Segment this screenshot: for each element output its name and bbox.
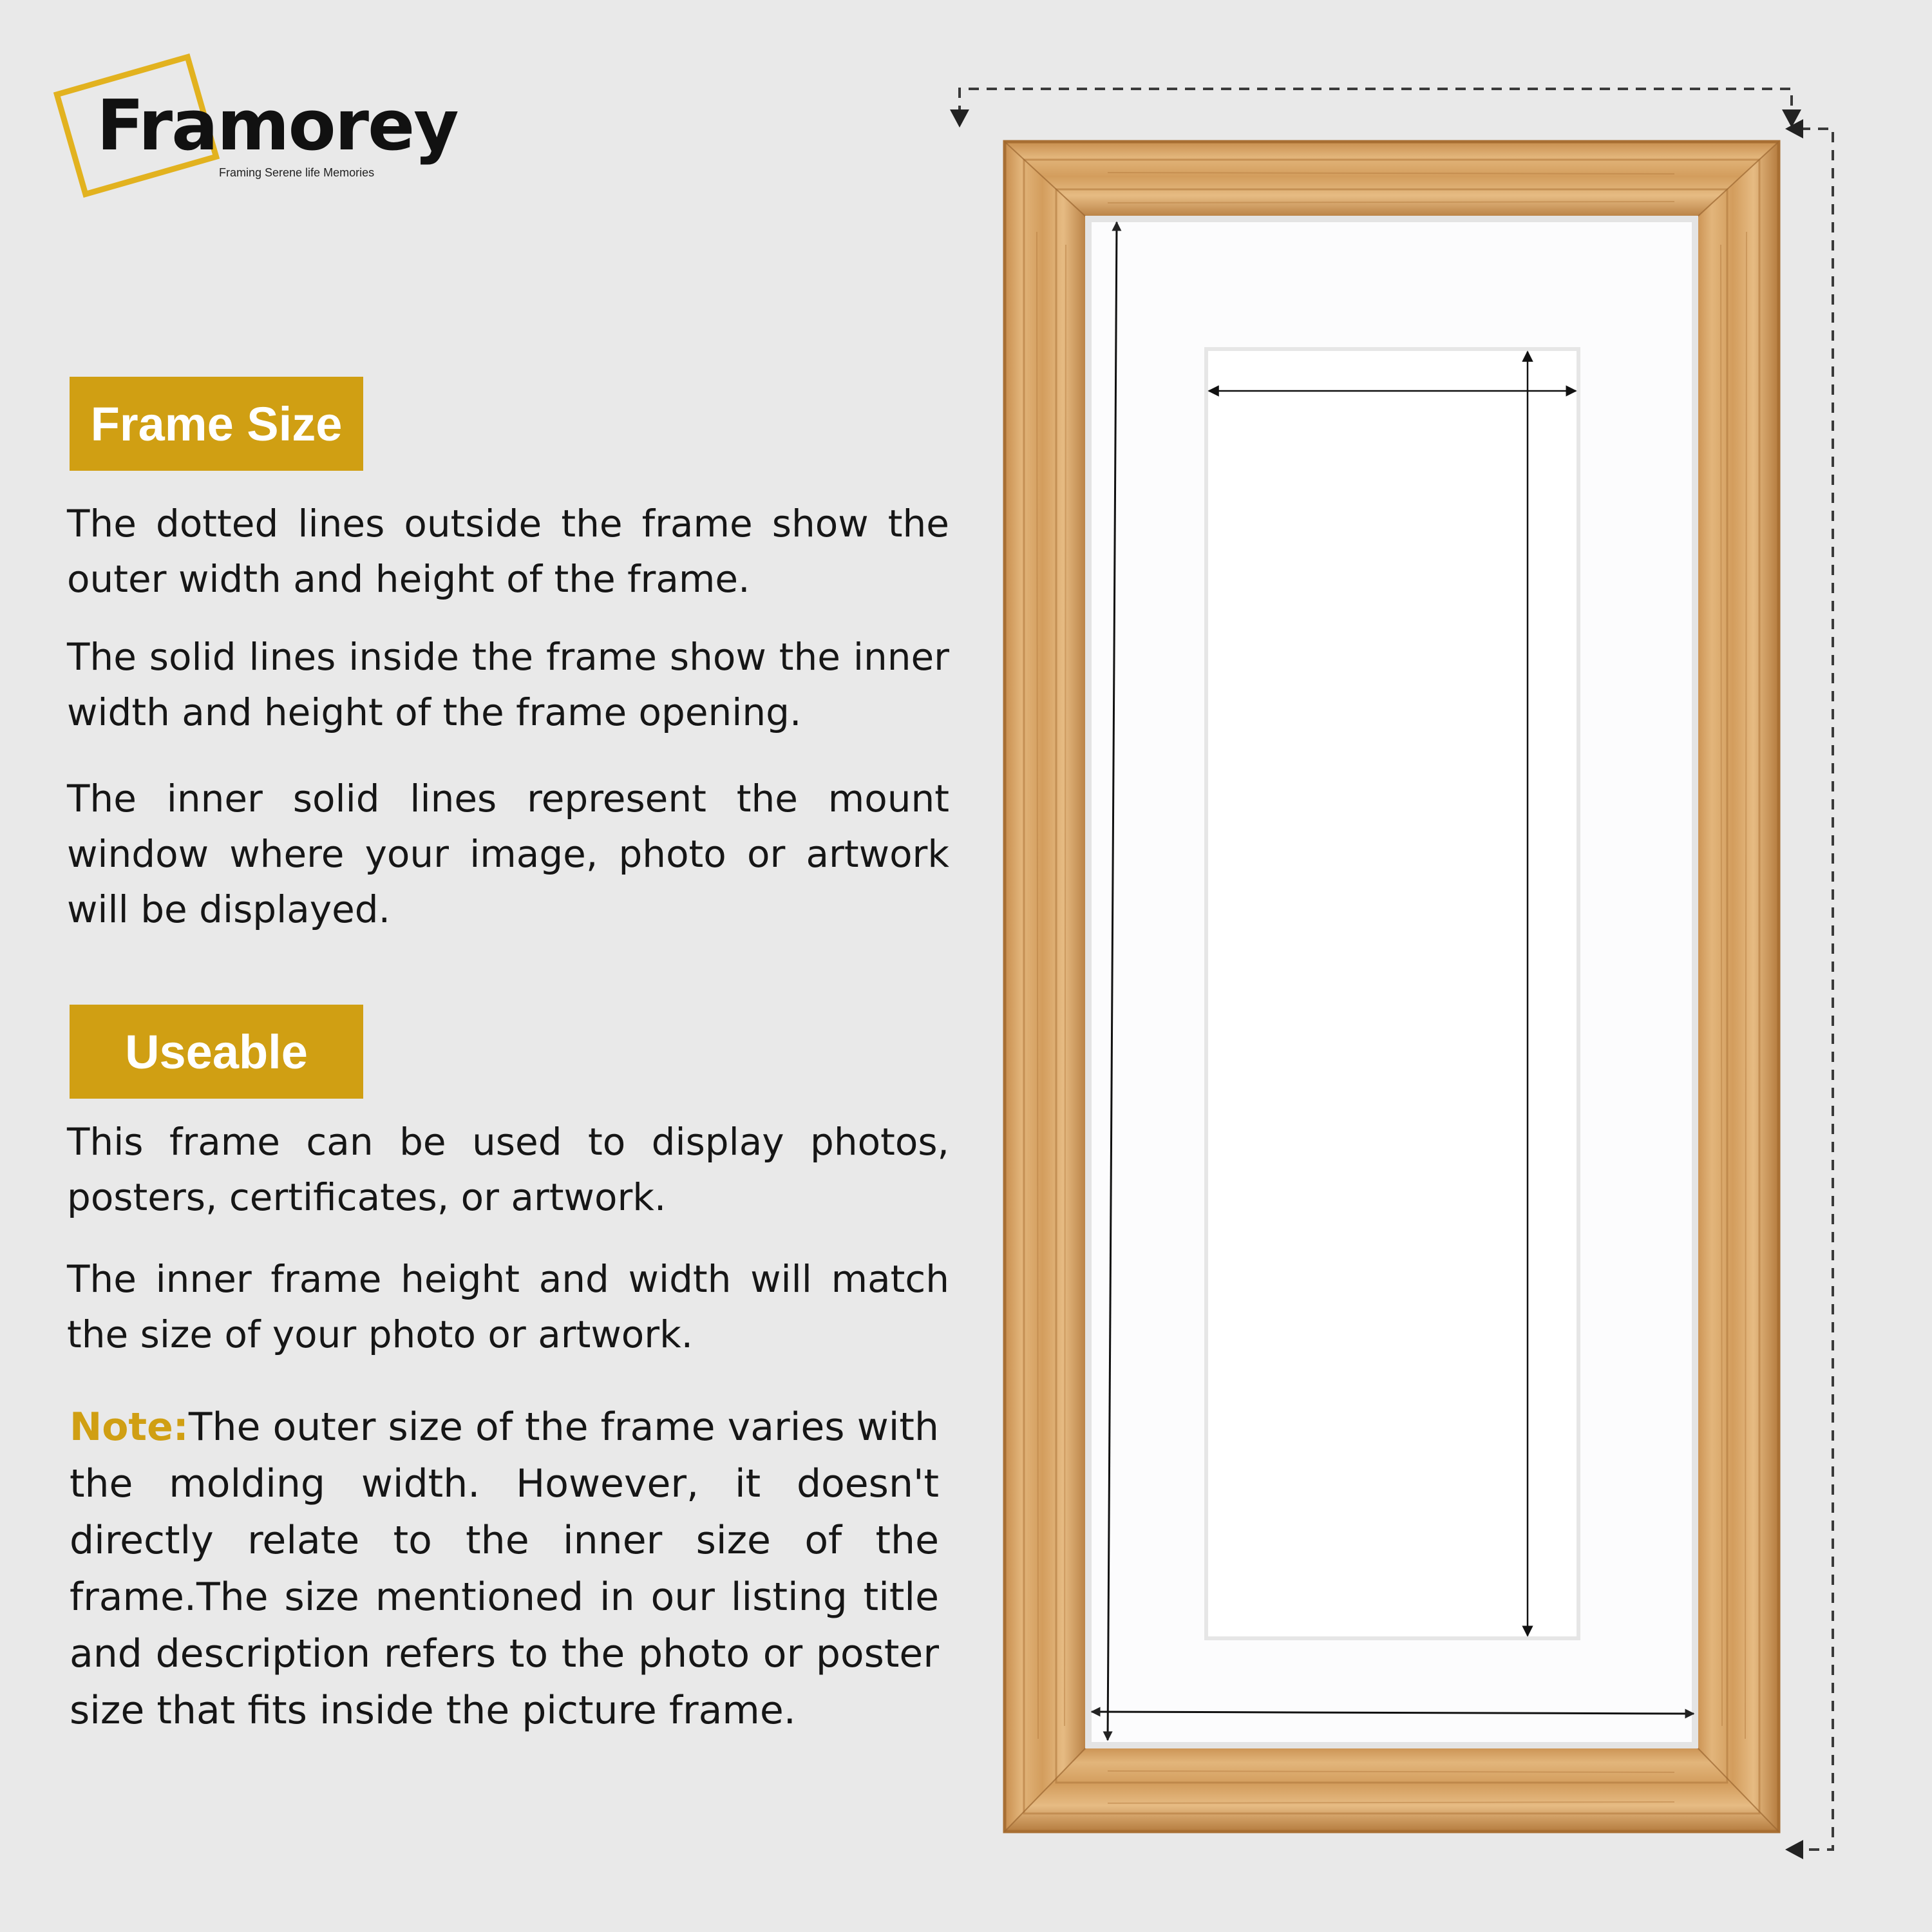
brand-logo xyxy=(52,45,464,213)
note-text: The outer size of the frame varies with the molding width. However, it doesn't directly relate to the inner size of the frame.The size mentioned in our listing title and description refers to the photo or poster size that fits inside the picture frame. xyxy=(70,1405,939,1733)
outer-height-dotted-line xyxy=(1785,119,1833,1859)
note-paragraph xyxy=(70,1399,939,1739)
mount-window xyxy=(1206,349,1578,1638)
frame-size-heading: Frame Size xyxy=(70,377,363,471)
note-label: Note: xyxy=(70,1405,189,1450)
brand-tagline: Framing Serene life Memories xyxy=(219,166,375,179)
useable-heading: Useable xyxy=(70,1005,363,1099)
useable-paragraph-2: The inner frame height and width will match the size of your photo or artwork. xyxy=(67,1257,949,1356)
frame-size-paragraph-3: The inner solid lines represent the mount window where your image, photo or artwork will be displayed. xyxy=(67,777,949,931)
frame-size-paragraph-2: The solid lines inside the frame show the inner width and height of the frame opening. xyxy=(67,635,949,734)
frame-size-paragraph-1: The dotted lines outside the frame show the outer width and height of the frame. xyxy=(67,502,949,601)
brand-name: Framorey xyxy=(97,86,458,166)
useable-paragraph-1: This frame can be used to display photos, posters, certificates, or artwork. xyxy=(67,1120,949,1219)
outer-width-dotted-line xyxy=(950,89,1801,128)
frame-diagram xyxy=(934,64,1932,1932)
